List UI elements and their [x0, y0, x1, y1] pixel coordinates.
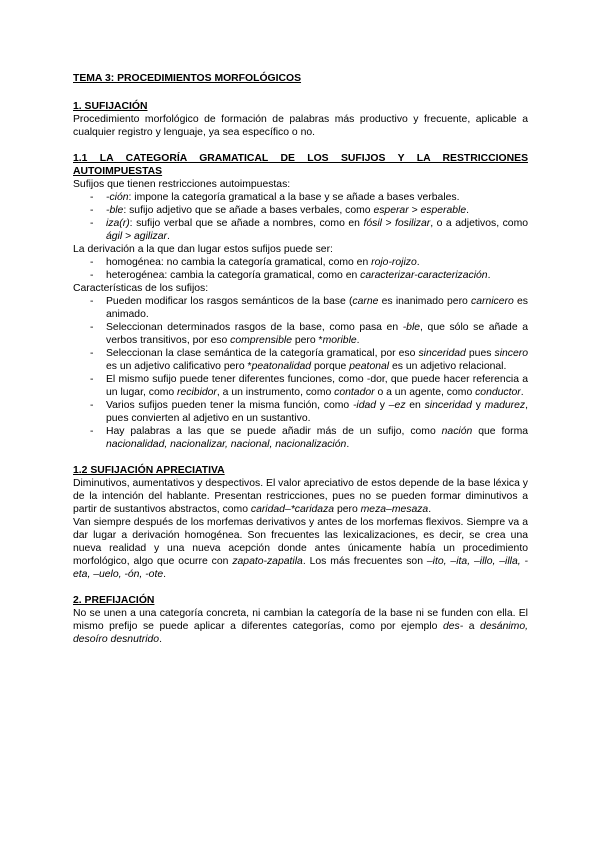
example-word: rojo-rojizo: [371, 257, 417, 268]
example-word: madurez: [484, 400, 526, 411]
feature-text: , que sólo se añade a verbos transitivos, por eso: [106, 322, 528, 346]
example-word: conductor: [475, 387, 521, 398]
list-item: [73, 399, 528, 425]
dash-bullet: -: [90, 296, 94, 307]
apreciativa-paragraph-2: [73, 516, 528, 581]
feature-text: El mismo sufijo puede tener diferentes funciones, como -dor, que puede hacer referencia a un lugar, como: [106, 374, 528, 398]
paragraph-text: Van siempre después de los morfemas derivativos y antes de los morfemas flexivos. Siempre va a dar lugar a derivación homogénea. Son frecuentes las lexicalizaciones, es decir, se crea una nueva realidad y una nueva acepción donde antes únicamente había un procedimiento morfológico, algo que ocurre con: [73, 517, 528, 567]
feature-text: porque: [311, 361, 350, 372]
example-word: peatonalidad: [251, 361, 312, 372]
dash-bullet: -: [90, 257, 94, 268]
example-word: ágil > agilizar: [106, 231, 167, 242]
suffix-restriction-list: [73, 191, 528, 243]
example-word: sinceridad: [418, 348, 466, 359]
paragraph-text: Diminutivos, aumentativos y despectivos. El valor apreciativo de estos depende de la base léxica y de la intención del hablante. Presentan restricciones, pues no se pueden formar diminutivos a partir de sustantivos abstractos, como: [73, 478, 528, 515]
paragraph-text: .: [163, 569, 167, 580]
example-word: contador: [334, 387, 375, 398]
feature-text: Hay palabras a las que se puede añadir más de un sufijo, como: [106, 426, 442, 437]
section-heading-text: 1.1 LA CATEGORÍA GRAMATICAL DE LOS SUFIJOS Y LA RESTRICCIONES AUTOIMPUESTAS: [73, 153, 528, 177]
apreciativa-paragraph-1: [73, 477, 528, 516]
feature-text: .: [356, 335, 360, 346]
punctuation: .: [487, 270, 491, 281]
suffix-list-lead: Sufijos que tienen restricciones autoimpuestas:: [73, 179, 291, 190]
example-word: –ez: [388, 400, 406, 411]
feature-text: o a un agente, como: [374, 387, 476, 398]
feature-text: que forma: [472, 426, 529, 437]
list-item: [73, 204, 528, 217]
example-word: nación: [441, 426, 473, 437]
derivation-text: heterogénea: cambia la categoría gramatical, como en: [106, 270, 361, 281]
dash-bullet: -: [90, 426, 94, 437]
prefijacion-paragraph: [73, 607, 528, 646]
example-word: comprensible: [230, 335, 292, 346]
list-item: [73, 256, 528, 269]
suffix-term: -ción: [106, 192, 129, 203]
feature-text: y: [471, 400, 485, 411]
suffix-description: , o a adjetivos, como: [430, 218, 529, 229]
derivation-lead: La derivación a la que dan lugar estos sufijos puede ser:: [73, 244, 333, 255]
paragraph-text: pero: [334, 504, 361, 515]
example-word: des-: [442, 621, 464, 632]
paragraph-text: a: [463, 621, 481, 632]
section-heading-prefijacion: 2. PREFIJACIÓN: [73, 595, 155, 606]
feature-text: Seleccionan determinados rasgos de la base, como pasa en: [106, 322, 403, 333]
list-item: [73, 425, 528, 451]
example-word: desánimo, desoíro desnutrido: [73, 621, 528, 645]
list-item: [73, 347, 528, 373]
feature-text: pero *: [291, 335, 323, 346]
list-item: [73, 321, 528, 347]
section-heading-categoria-gramatical: [73, 152, 528, 178]
document-page: [73, 72, 528, 646]
dash-bullet: -: [90, 400, 94, 411]
feature-text: .: [346, 439, 350, 450]
list-item: [73, 373, 528, 399]
example-word: carnicero: [471, 296, 514, 307]
suffix-description: : impone la categoría gramatical a la base y se añade a bases verbales.: [128, 192, 460, 203]
example-word: esperar > esperable: [373, 205, 467, 216]
paragraph-text: No se unen a una categoría concreta, ni cambian la categoría de la base ni se funden con ella. El mismo prefijo se puede aplicar a diferentes categorías, como por ejemplo: [73, 608, 528, 632]
list-item: [73, 269, 528, 282]
feature-text: es un adjetivo relacional.: [389, 361, 507, 372]
derivation-text: homogénea: no cambia la categoría gramatical, como en: [106, 257, 372, 268]
example-word: zapato-zapatila: [232, 556, 303, 567]
dash-bullet: -: [90, 374, 94, 385]
dash-bullet: -: [90, 348, 94, 359]
feature-text: Seleccionan la clase semántica de la categoría gramatical, por eso: [106, 348, 419, 359]
dash-bullet: -: [90, 270, 94, 281]
example-word: morible: [322, 335, 357, 346]
example-word: -ble: [402, 322, 421, 333]
feature-text: es un adjetivo calificativo pero *: [106, 361, 252, 372]
feature-text: pues: [465, 348, 495, 359]
suffix-term: -ble: [106, 205, 124, 216]
suffix-description: : sufijo adjetivo que se añade a bases verbales, como: [123, 205, 374, 216]
feature-text: .: [520, 387, 524, 398]
example-word: fósil > fosilizar: [363, 218, 431, 229]
section-heading-sufijacion-apreciativa: 1.2 SUFIJACIÓN APRECIATIVA: [73, 465, 225, 476]
derivation-list: [73, 256, 528, 282]
paragraph-text: .: [428, 504, 432, 515]
example-word: -idad: [352, 400, 377, 411]
section-intro-paragraph: Procedimiento morfológico de formación de palabras más productivo y frecuente, aplicable a cualquier registro y lenguaje, ya sea específico o no.: [73, 114, 528, 138]
example-word: recibidor: [177, 387, 217, 398]
dash-bullet: -: [90, 192, 94, 203]
example-word: sincero: [494, 348, 528, 359]
section-heading-sufijacion: 1. SUFIJACIÓN: [73, 101, 148, 112]
feature-text: en: [405, 400, 425, 411]
example-word: sinceridad: [424, 400, 472, 411]
dash-bullet: -: [90, 322, 94, 333]
suffix-term: iza(r): [106, 218, 130, 229]
example-word: meza–mesaza: [360, 504, 429, 515]
example-word: peatonal: [349, 361, 390, 372]
example-word: caridad–*caridaza: [250, 504, 335, 515]
punctuation: .: [466, 205, 470, 216]
suffix-description: : sufijo verbal que se añade a nombres, como en: [129, 218, 364, 229]
feature-text: , a un instrumento, como: [216, 387, 335, 398]
paragraph-text: . Los más frecuentes son: [302, 556, 427, 567]
features-lead: Características de los sufijos:: [73, 283, 209, 294]
paragraph-text: .: [159, 634, 162, 645]
features-list: [73, 295, 528, 451]
example-word: nacionalidad, nacionalizar, nacional, nacionalización: [106, 439, 347, 450]
document-title: TEMA 3: PROCEDIMIENTOS MORFOLÓGICOS: [73, 73, 302, 84]
punctuation: .: [416, 257, 420, 268]
feature-text: Pueden modificar los rasgos semánticos de la base (: [106, 296, 353, 307]
feature-text: es inanimado pero: [378, 296, 472, 307]
example-word: carne: [352, 296, 379, 307]
dash-bullet: -: [90, 205, 94, 216]
feature-text: , pues convierten al adjetivo en un sustantivo.: [106, 400, 528, 424]
list-item: [73, 217, 528, 243]
feature-text: Varios sufijos pueden tener la misma función, como: [106, 400, 353, 411]
list-item: [73, 295, 528, 321]
feature-text: y: [376, 400, 389, 411]
feature-text: es animado.: [106, 296, 528, 320]
punctuation: .: [166, 231, 170, 242]
example-word: –ito, –ita, –illo, –illa, -eta, –uelo, -ón, -ote: [73, 556, 528, 580]
list-item: [73, 191, 528, 204]
example-word: caracterizar-caracterización: [360, 270, 488, 281]
dash-bullet: -: [90, 218, 94, 229]
